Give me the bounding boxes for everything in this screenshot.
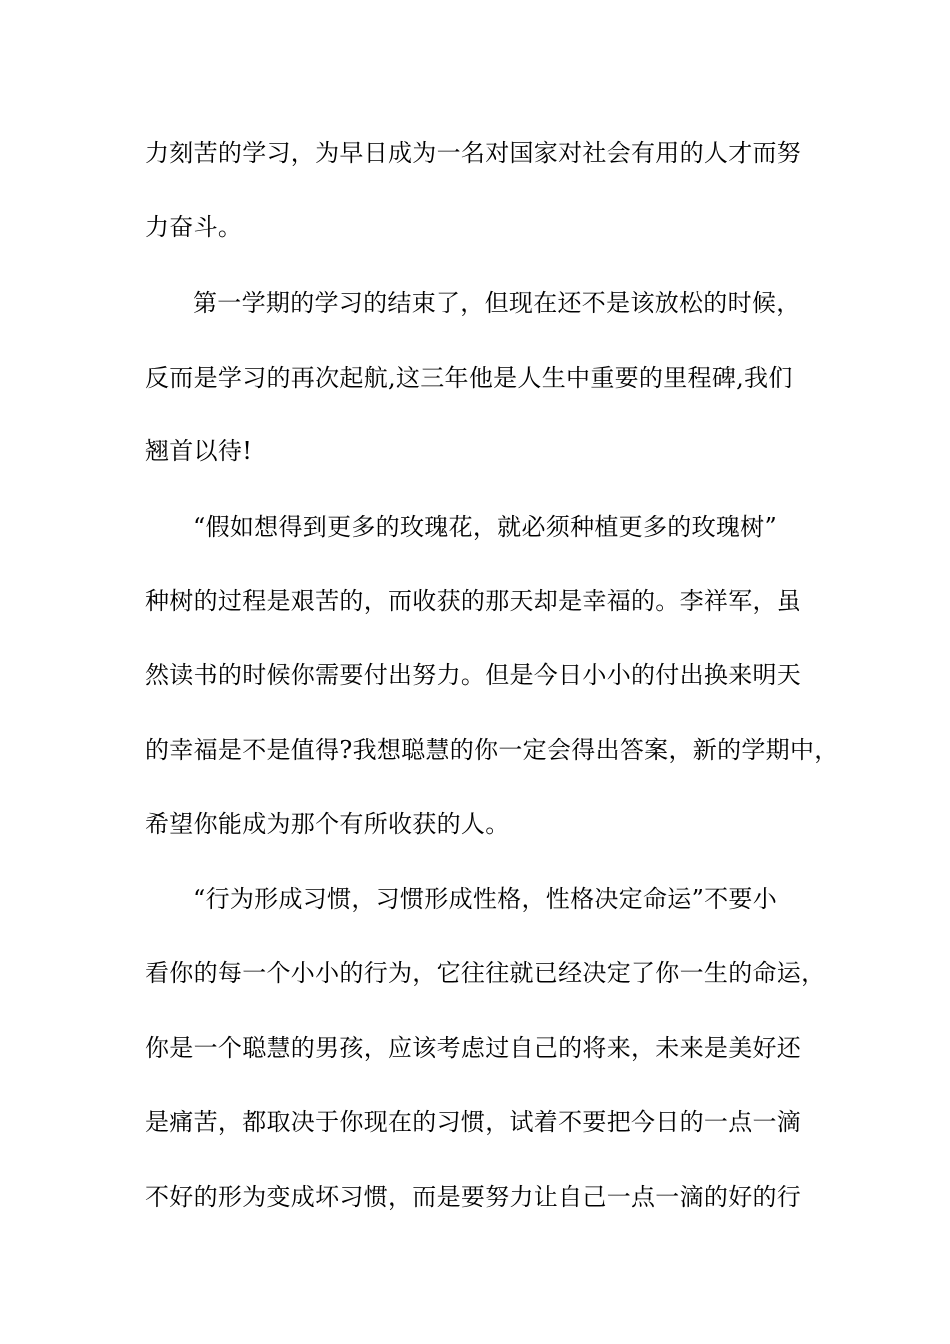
paragraph-2-line-1: 第一学期的学习的结束了，但现在还不是该放松的时候， — [193, 289, 801, 317]
text-line-4: 反而是学习的再次起航,这三年他是人生中重要的里程碑,我们 — [145, 364, 793, 392]
text-line-15: 不好的形为变成坏习惯，而是要努力让自己一点一滴的好的行 — [145, 1183, 802, 1211]
text-line-1: 力刻苦的学习，为早日成为一名对国家对社会有用的人才而努 — [145, 139, 802, 167]
text-line-8: 然读书的时候你需要付出努力。但是今日小小的付出换来明天 — [145, 661, 802, 689]
text-line-12: 看你的每一个小小的行为，它往往就已经决定了你一生的命运， — [145, 959, 826, 987]
text-line-5: 翘首以待! — [145, 437, 253, 465]
paragraph-3-line-1: “假如想得到更多的玫瑰花，就必须种植更多的玫瑰树” — [193, 513, 778, 541]
text-line-7: 种树的过程是艰苦的，而收获的那天却是幸福的。李祥军，虽 — [145, 587, 802, 615]
text-line-10: 希望你能成为那个有所收获的人。 — [145, 810, 510, 838]
text-line-14: 是痛苦，都取决于你现在的习惯，试着不要把今日的一点一滴 — [145, 1108, 802, 1136]
text-line-9: 的幸福是不是值得?我想聪慧的你一定会得出答案，新的学期中， — [145, 736, 839, 764]
text-line-2: 力奋斗。 — [145, 213, 243, 241]
text-line-13: 你是一个聪慧的男孩，应该考虑过自己的将来，未来是美好还 — [145, 1034, 802, 1062]
paragraph-4-line-1: “行为形成习惯，习惯形成性格，性格决定命运”不要小 — [193, 885, 778, 913]
